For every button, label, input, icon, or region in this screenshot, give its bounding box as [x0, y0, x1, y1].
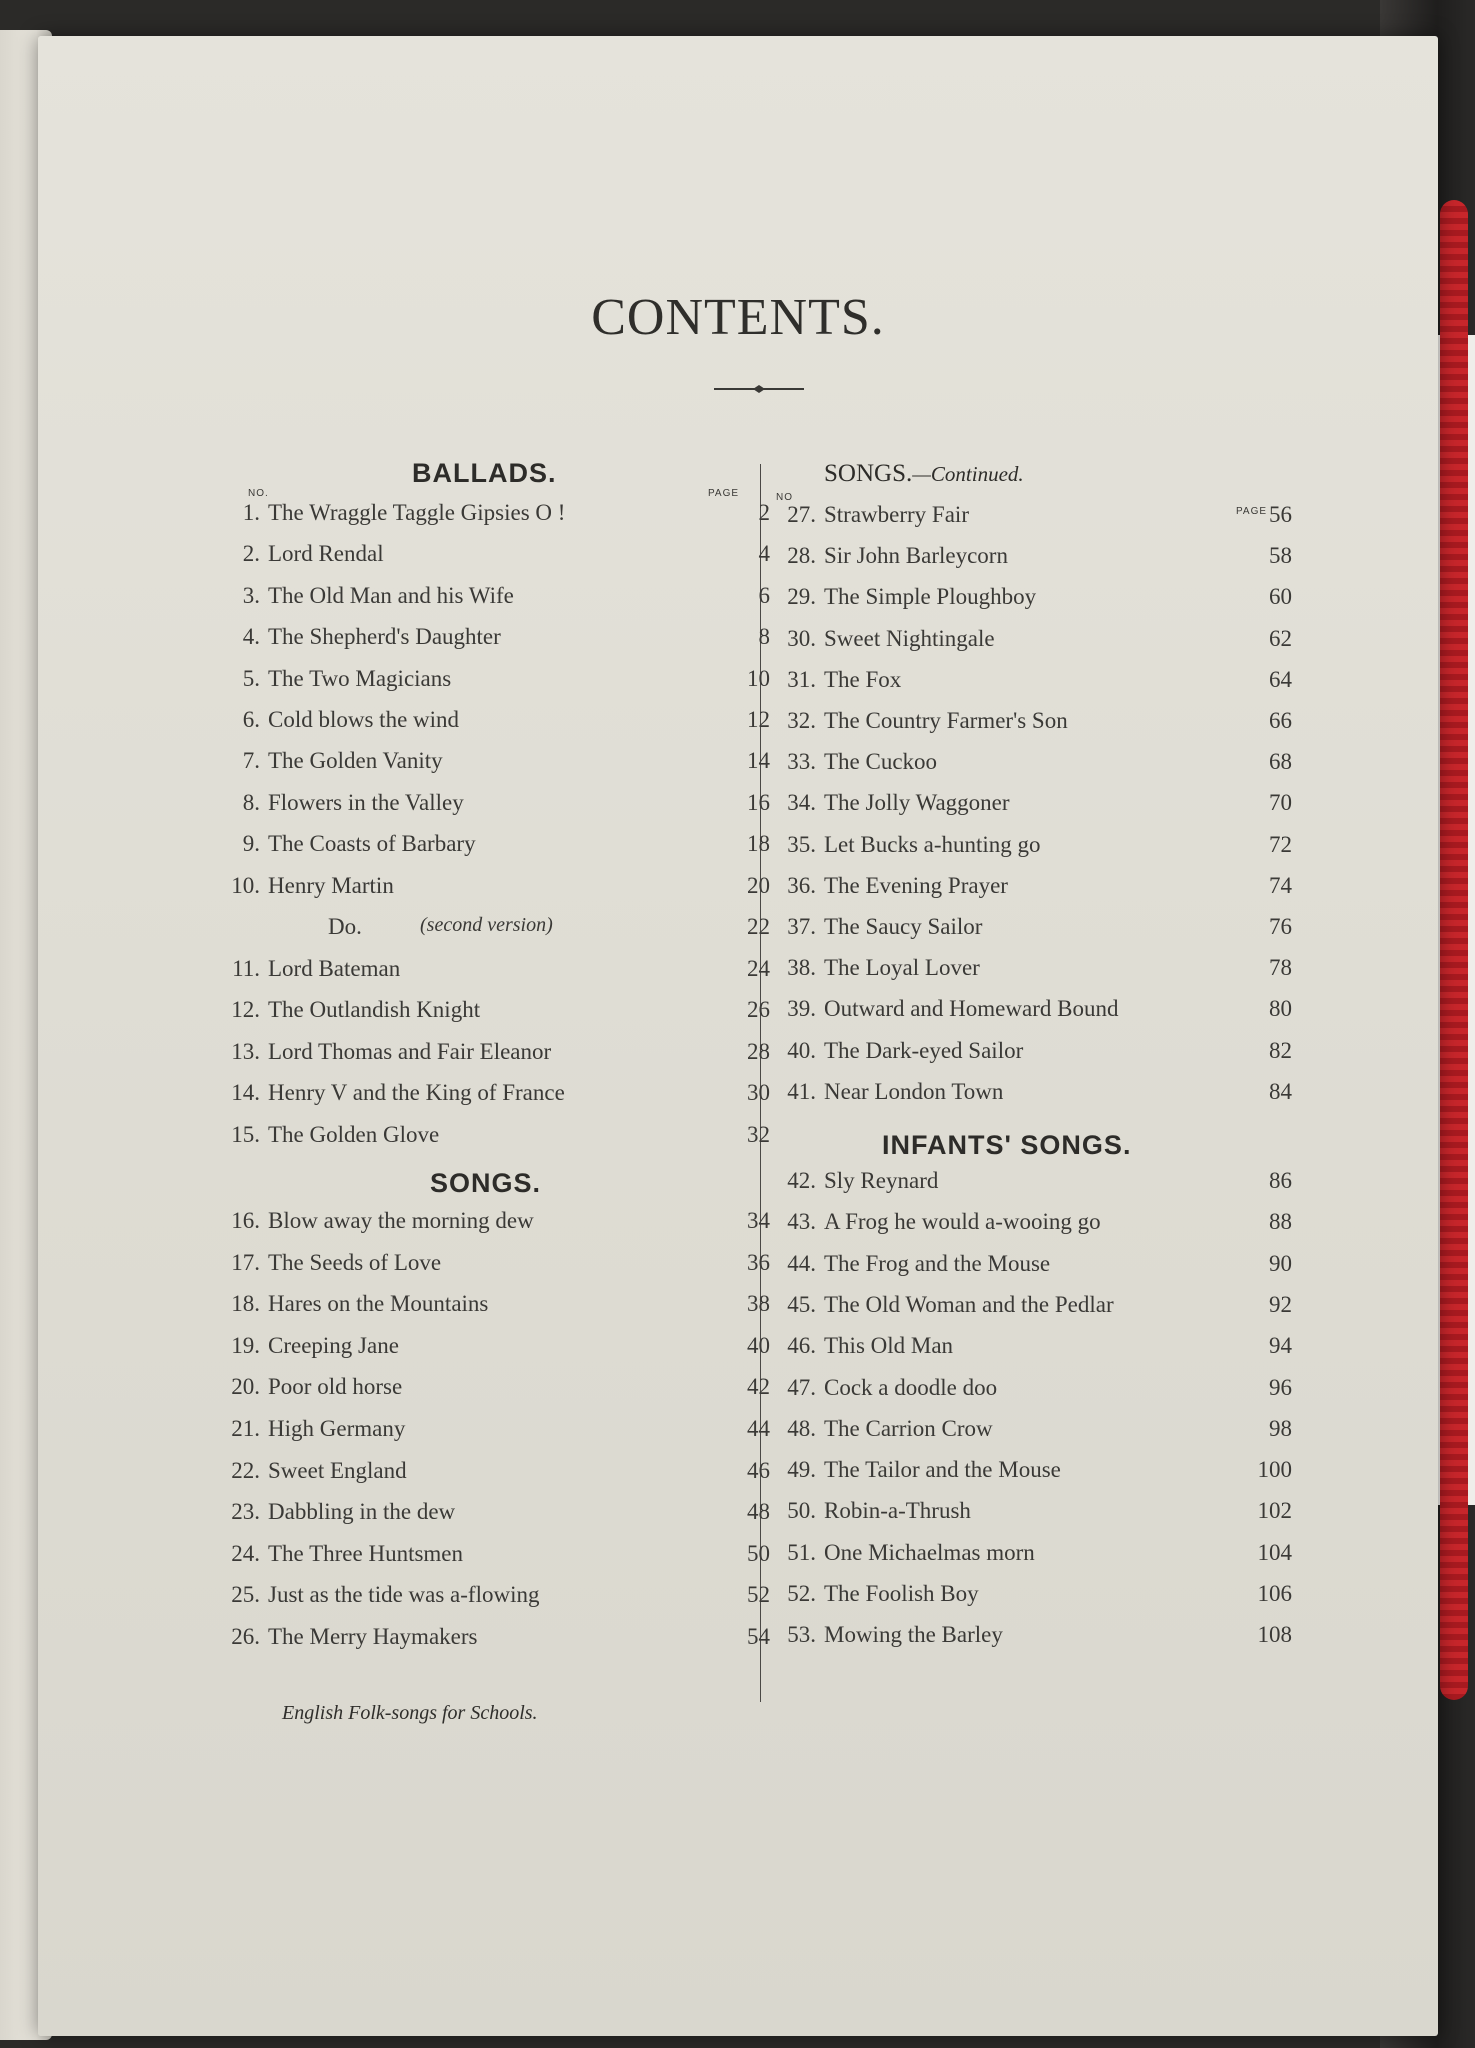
page-number: 64	[1269, 666, 1292, 692]
list-item	[776, 1079, 1292, 1113]
entry-number: 45.	[787, 1291, 816, 1317]
entry-number: 32.	[787, 708, 816, 733]
entry-title: Sweet England	[268, 1457, 407, 1483]
page-number: 70	[1269, 790, 1292, 816]
entry-number: 29.	[787, 584, 816, 610]
list-item	[776, 626, 1292, 660]
entry-number: 1.	[242, 500, 260, 525]
entry-number: 53.	[787, 1622, 816, 1648]
entry-number: 6.	[242, 707, 260, 732]
list-item	[776, 667, 1292, 701]
entry-number: 38.	[787, 955, 816, 981]
list-item	[776, 1540, 1292, 1574]
page-number: 26	[747, 997, 770, 1023]
page-number: 46	[747, 1457, 770, 1483]
entry-title: Blow away the morning dew	[268, 1208, 534, 1233]
entry-title: The Seeds of Love	[268, 1249, 442, 1275]
entry-number: 4.	[242, 624, 260, 650]
list-item	[220, 541, 770, 575]
entry-title: The Fox	[824, 666, 902, 692]
entry-title: The Golden Vanity	[268, 748, 443, 774]
entry-title: Poor old horse	[268, 1374, 403, 1400]
entry-number: 51.	[787, 1539, 816, 1565]
list-item	[220, 831, 770, 865]
list-item	[776, 1168, 1292, 1202]
entry-title: Lord Thomas and Fair Eleanor	[268, 1038, 552, 1064]
page-number: 14	[747, 748, 770, 774]
page-number: 22	[747, 914, 770, 939]
list-item	[220, 583, 770, 617]
entry-title: Just as the tide was a-flowing	[268, 1582, 540, 1608]
page-number: 10	[747, 665, 770, 691]
entry-number: 23.	[231, 1499, 260, 1525]
entry-number: 41.	[787, 1078, 816, 1104]
no-column-label: NO.	[248, 488, 269, 499]
entry-number: 22.	[231, 1457, 260, 1483]
list-item	[776, 1333, 1292, 1367]
entry-title: The Merry Haymakers	[268, 1624, 478, 1649]
page-number: 60	[1269, 584, 1292, 610]
ballads-heading: BALLADS.	[412, 458, 557, 488]
list-item	[776, 1292, 1292, 1326]
entry-title: The Tailor and the Mouse	[824, 1457, 1061, 1483]
entry-number: 39.	[787, 996, 816, 1022]
entry-number: 17.	[231, 1249, 260, 1275]
red-cord	[1440, 200, 1468, 1700]
entry-number: 28.	[787, 543, 816, 569]
page-number: 92	[1269, 1291, 1292, 1317]
entry-number: 35.	[787, 831, 816, 857]
entry-title: Creeping Jane	[268, 1332, 399, 1358]
list-item	[776, 1416, 1292, 1450]
page-number: 106	[1257, 1581, 1292, 1606]
entry-number: 24.	[231, 1540, 260, 1566]
list-item	[220, 914, 770, 948]
entry-title: The Jolly Waggoner	[824, 790, 1010, 816]
no-column-label-right: NO	[776, 492, 793, 503]
entry-number: 15.	[231, 1121, 260, 1147]
entry-title: Sly Reynard	[824, 1168, 939, 1193]
entry-number: 18.	[231, 1291, 260, 1317]
entry-number: 20.	[231, 1374, 260, 1400]
entry-title: The Country Farmer's Son	[824, 708, 1068, 733]
list-item	[220, 1458, 770, 1492]
entry-number: 30.	[787, 625, 816, 651]
list-item	[776, 1038, 1292, 1072]
list-item	[220, 1624, 770, 1658]
entry-number: 47.	[787, 1374, 816, 1400]
page-number: 54	[747, 1624, 770, 1649]
entry-title: The Outlandish Knight	[268, 997, 481, 1023]
entry-title: This Old Man	[824, 1333, 954, 1359]
entry-number: 12.	[231, 997, 260, 1023]
list-item	[220, 1291, 770, 1325]
page-number: 16	[747, 789, 770, 815]
infants-songs-heading: INFANTS' SONGS.	[882, 1130, 1132, 1160]
page-number: 52	[747, 1582, 770, 1608]
list-item	[776, 1251, 1292, 1285]
songs-continued-heading	[824, 460, 1024, 488]
list-item	[220, 956, 770, 990]
entry-number: 11.	[232, 956, 260, 981]
entry-number: 7.	[242, 748, 260, 774]
page-title: CONTENTS.	[591, 289, 885, 346]
list-item	[776, 1622, 1292, 1656]
list-item	[220, 500, 770, 534]
page-number: 62	[1269, 625, 1292, 651]
list-item	[220, 1582, 770, 1616]
page-number: 20	[747, 872, 770, 898]
list-item	[776, 584, 1292, 618]
list-item	[776, 502, 1292, 536]
page-column-label: PAGE	[708, 488, 740, 499]
page-number: 40	[747, 1332, 770, 1358]
entry-title: High Germany	[268, 1416, 406, 1441]
entry-number: 13.	[231, 1038, 260, 1064]
page-number: 72	[1269, 831, 1292, 857]
list-item	[776, 790, 1292, 824]
page-number: 32	[747, 1121, 770, 1147]
do-note: (second version)	[420, 914, 553, 936]
entry-number: 40.	[787, 1037, 816, 1063]
entry-number: 10.	[231, 872, 260, 898]
do-label: Do.	[328, 914, 362, 939]
list-item	[776, 996, 1292, 1030]
entry-title: The Coasts of Barbary	[268, 831, 476, 857]
entry-title: The Carrion Crow	[824, 1415, 993, 1441]
entry-title: The Saucy Sailor	[824, 914, 983, 939]
list-item	[220, 997, 770, 1031]
page-number: 76	[1269, 914, 1292, 939]
list-item	[776, 914, 1292, 948]
page-number: 24	[747, 956, 770, 981]
list-item	[220, 1333, 770, 1367]
entry-title: Flowers in the Valley	[268, 789, 464, 815]
list-item	[220, 1250, 770, 1284]
page-number: 38	[747, 1291, 770, 1317]
entry-number: 16.	[231, 1208, 260, 1233]
entry-title: The Dark-eyed Sailor	[824, 1037, 1024, 1063]
contents-page	[38, 36, 1438, 2036]
page-number: 2	[758, 500, 770, 525]
list-item	[220, 1080, 770, 1114]
entry-number: 52.	[787, 1581, 816, 1606]
page-number: 50	[747, 1540, 770, 1566]
page-number: 108	[1257, 1622, 1292, 1648]
entry-number: 42.	[787, 1168, 816, 1193]
page-number: 96	[1269, 1374, 1292, 1400]
entry-number: 37.	[787, 914, 816, 939]
list-item	[220, 1122, 770, 1156]
entry-title: Hares on the Mountains	[268, 1291, 489, 1317]
entry-number: 36.	[787, 872, 816, 898]
entry-number: 50.	[787, 1498, 816, 1524]
entry-title: Cold blows the wind	[268, 707, 460, 732]
page-number: 104	[1257, 1539, 1292, 1565]
list-item	[220, 873, 770, 907]
list-item	[220, 1208, 770, 1242]
entry-number: 25.	[231, 1582, 260, 1608]
entry-number: 14.	[231, 1080, 260, 1106]
entry-title: Cock a doodle doo	[824, 1374, 998, 1400]
entry-number: 5.	[242, 665, 260, 691]
entry-title: The Old Man and his Wife	[268, 582, 514, 608]
list-item	[776, 955, 1292, 989]
page-number: 74	[1269, 872, 1292, 898]
entry-title: The Simple Ploughboy	[824, 584, 1037, 610]
page-number: 94	[1269, 1333, 1292, 1359]
list-item	[776, 708, 1292, 742]
list-item	[776, 749, 1292, 783]
page-column-label-right: PAGE	[1236, 506, 1268, 517]
entry-title: Robin-a-Thrush	[824, 1498, 971, 1524]
entry-title: The Cuckoo	[824, 749, 938, 775]
page-number: 80	[1269, 996, 1292, 1022]
continued-suffix: —Continued.	[912, 462, 1024, 486]
list-item	[776, 1581, 1292, 1615]
entry-title: One Michaelmas morn	[824, 1539, 1035, 1565]
list-item	[220, 1374, 770, 1408]
list-item	[776, 1498, 1292, 1532]
entry-title: A Frog he would a-wooing go	[824, 1209, 1101, 1235]
page-number: 58	[1269, 543, 1292, 569]
entry-title: Henry V and the King of France	[268, 1080, 565, 1106]
list-item	[220, 707, 770, 741]
entry-number: 49.	[787, 1457, 816, 1483]
list-item	[776, 832, 1292, 866]
footer-caption: English Folk-songs for Schools.	[282, 1702, 538, 1724]
entry-number: 19.	[231, 1332, 260, 1358]
list-item	[776, 1375, 1292, 1409]
page-number: 42	[747, 1374, 770, 1400]
entry-number: 48.	[787, 1415, 816, 1441]
entry-number: 43.	[787, 1209, 816, 1235]
list-item	[220, 666, 770, 700]
entry-title: The Foolish Boy	[824, 1581, 979, 1606]
list-item	[220, 624, 770, 658]
page-number: 78	[1269, 955, 1292, 981]
page-number: 48	[747, 1499, 770, 1525]
entry-title: Mowing the Barley	[824, 1622, 1003, 1648]
entry-title: Near London Town	[824, 1078, 1004, 1104]
list-item	[220, 1416, 770, 1450]
page-number: 28	[747, 1038, 770, 1064]
page-number: 68	[1269, 749, 1292, 775]
entry-title: The Frog and the Mouse	[824, 1250, 1051, 1276]
entry-title: The Evening Prayer	[824, 872, 1008, 898]
page-number: 36	[747, 1249, 770, 1275]
page-number: 56	[1269, 502, 1292, 527]
entry-number: 9.	[242, 831, 260, 857]
entry-number: 26.	[231, 1624, 260, 1649]
page-number: 86	[1269, 1168, 1292, 1193]
list-item	[220, 1499, 770, 1533]
page-number: 30	[747, 1080, 770, 1106]
entry-number: 33.	[787, 749, 816, 775]
entry-title: The Old Woman and the Pedlar	[824, 1291, 1114, 1317]
list-item	[776, 543, 1292, 577]
entry-title: Henry Martin	[268, 872, 394, 898]
page-number: 18	[747, 831, 770, 857]
list-item	[776, 1457, 1292, 1491]
entry-title: The Loyal Lover	[824, 955, 980, 981]
page-number: 88	[1269, 1209, 1292, 1235]
page-number: 100	[1257, 1457, 1292, 1483]
page-number: 98	[1269, 1415, 1292, 1441]
songs-continued-label: SONGS.	[824, 460, 913, 487]
entry-number: 3.	[242, 582, 260, 608]
page-number: 90	[1269, 1250, 1292, 1276]
list-item	[220, 790, 770, 824]
entry-title: Sweet Nightingale	[824, 625, 995, 651]
page-number: 44	[747, 1416, 770, 1441]
entry-title: The Golden Glove	[268, 1121, 440, 1147]
entry-title: Strawberry Fair	[824, 502, 969, 527]
list-item	[776, 873, 1292, 907]
page-number: 34	[747, 1208, 770, 1233]
entry-number: 46.	[787, 1333, 816, 1359]
entry-title: The Three Huntsmen	[268, 1540, 464, 1566]
page-number: 102	[1257, 1498, 1292, 1524]
entry-number: 8.	[242, 789, 260, 815]
page-number: 84	[1269, 1078, 1292, 1104]
page-number: 6	[758, 582, 770, 608]
entry-number: 27.	[787, 502, 816, 527]
entry-title: The Shepherd's Daughter	[268, 624, 501, 650]
entry-title: Outward and Homeward Bound	[824, 996, 1119, 1022]
page-number: 82	[1269, 1037, 1292, 1063]
list-item	[220, 1541, 770, 1575]
entry-title: Let Bucks a-hunting go	[824, 831, 1041, 857]
entry-title: Dabbling in the dew	[268, 1499, 456, 1525]
entry-title: Lord Rendal	[268, 541, 384, 567]
entry-title: The Wraggle Taggle Gipsies O !	[268, 500, 566, 525]
list-item	[776, 1209, 1292, 1243]
list-item	[220, 748, 770, 782]
page-number: 66	[1269, 708, 1292, 733]
page-number: 8	[758, 624, 770, 650]
list-item	[220, 1039, 770, 1073]
page-number: 12	[747, 707, 770, 732]
entry-title: Lord Bateman	[268, 956, 401, 981]
songs-heading: SONGS.	[430, 1168, 542, 1198]
entry-number: 21.	[231, 1416, 260, 1441]
entry-title: The Two Magicians	[268, 665, 452, 691]
ornament-divider-icon	[714, 382, 804, 396]
page-number: 4	[758, 541, 770, 567]
entry-number: 34.	[787, 790, 816, 816]
entry-number: 44.	[787, 1250, 816, 1276]
entry-number: 31.	[787, 666, 816, 692]
entry-number: 2.	[242, 541, 260, 567]
entry-title: Sir John Barleycorn	[824, 543, 1008, 569]
